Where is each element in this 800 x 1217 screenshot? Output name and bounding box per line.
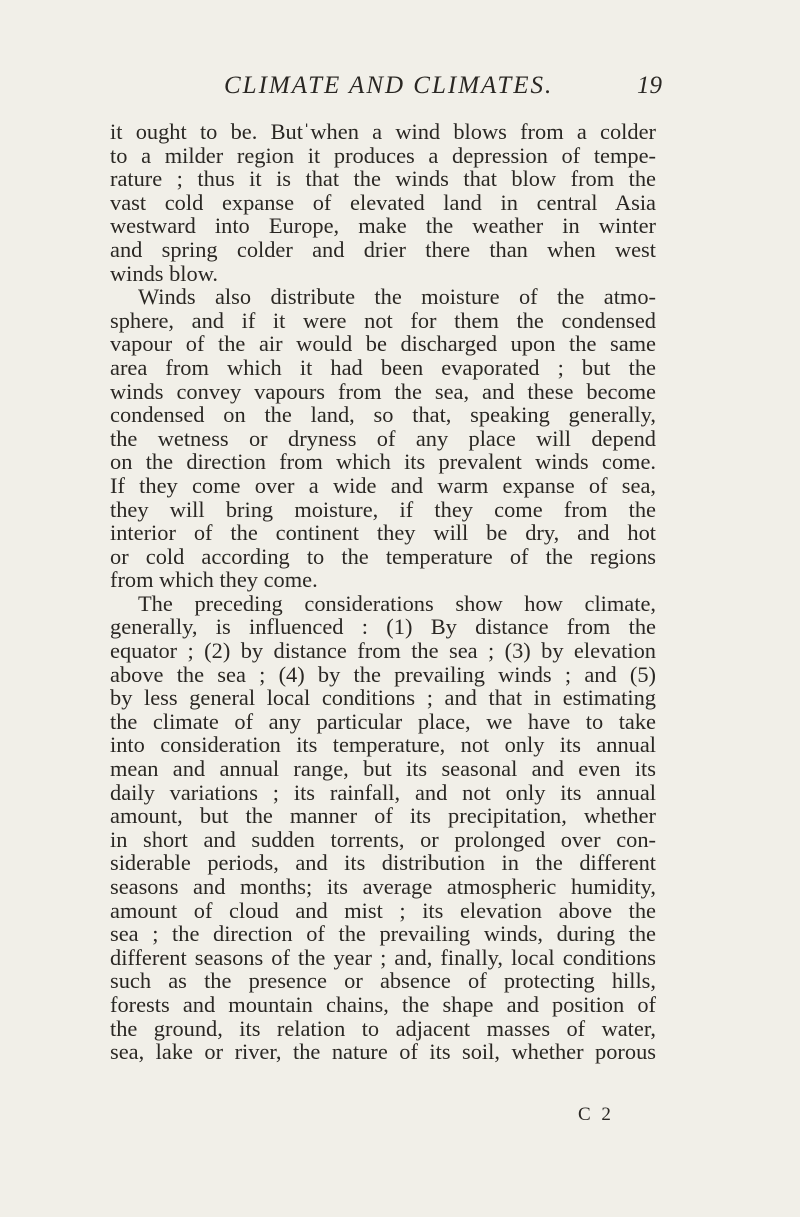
text-line: area from which it had been evaporated ; but the [110,354,656,380]
page-number: 19 [637,72,662,99]
text-line: mean and annual range, but its seasonal and even its [110,756,656,782]
text-line: vapour of the air would be discharged upon the same [110,331,656,357]
text-line: condensed on the land, so that, speaking generally, [110,402,656,428]
text-line: rature ; thus it is that the winds that blow from the [110,166,656,192]
text-line: the ground, its relation to adjacent masses of water, [110,1015,656,1041]
text-line: vast cold expanse of elevated land in central Asia [110,189,656,215]
running-head [0,66,800,106]
text-line: above the sea ; (4) by the prevailing winds ; and (5) [110,661,656,687]
text-line: amount of cloud and mist ; its elevation above the [110,897,656,923]
text-line: Winds also distribute the moisture of the atmo- [138,284,656,310]
text-line: forests and mountain chains, the shape and position of [110,991,656,1017]
text-line: they will bring moisture, if they come from the [110,496,656,522]
text-line: sphere, and if it were not for them the condensed [110,307,656,333]
text-line: seasons and months; its average atmospheric humidity, [110,874,656,899]
text-line: by less general local conditions ; and that in estimating [110,685,656,711]
text-line: it ought to be. Butˈwhen a wind blows from a colder [110,119,656,144]
text-line: winds convey vapours from the sea, and these become [110,378,656,404]
text-line: the climate of any particular place, we have to take [110,708,656,734]
text-line: interior of the continent they will be dry, and hot [110,520,656,546]
text-line: the wetness or dryness of any place will depend [110,425,656,451]
text-line: amount, but the manner of its precipitation, whether [110,803,656,829]
text-line: westward into Europe, make the weather in winter [110,213,656,239]
text-line: If they come over a wide and warm expanse of sea, [110,472,656,498]
text-line: such as the presence or absence of protecting hills, [110,968,656,994]
text-line: to a milder region it produces a depression of tempe- [110,142,656,168]
text-line: generally, is influenced : (1) By distance from the [110,614,656,640]
text-line: from which they come. [110,567,318,593]
text-line: sea ; the direction of the prevailing winds, during the [110,921,656,947]
text-line: The preceding considerations show how climate, [138,590,656,616]
text-line: different seasons of the year ; and, finally, local conditions [110,944,656,970]
text-line: in short and sudden torrents, or prolonged over con- [110,826,656,852]
text-line: and spring colder and drier there than when west [110,236,656,262]
text-line: sea, lake or river, the nature of its soil, whether porous [110,1039,656,1065]
text-line: daily variations ; its rainfall, and not only its annual [110,779,656,805]
body-text [110,120,656,1064]
text-line: on the direction from which its prevalent winds come. [110,449,656,475]
text-line: or cold according to the temperature of the regions [110,543,656,569]
signature-mark: C 2 [578,1104,614,1125]
text-line: equator ; (2) by distance from the sea ; (3) by elevation [110,638,656,664]
text-line: winds blow. [110,260,219,286]
running-title: CLIMATE AND CLIMATES. [224,72,554,99]
text-line: siderable periods, and its distribution in the different [110,850,656,876]
text-line: into consideration its temperature, not only its annual [110,732,656,758]
